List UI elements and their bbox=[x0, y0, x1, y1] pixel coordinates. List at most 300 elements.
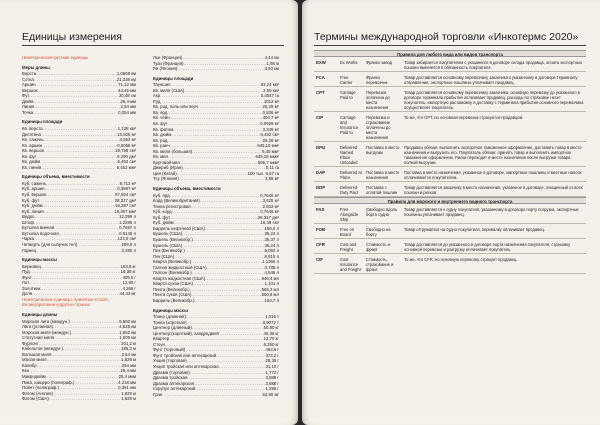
term-description: Товар доставляется основному перевозчику заказчика, основную перевозку до указанного в договоре терминала прибытия оплачивает продавец, расходы по страховке несет покупатель, импортную растаможку и доставку с терминала прибытия основного перевозчика осуществляет покупатель. bbox=[404, 90, 584, 110]
term-english: Cost and Freight bbox=[340, 242, 357, 252]
unit-row bbox=[22, 396, 136, 402]
unit-value: 16,38 кг bbox=[120, 269, 136, 275]
unit-name: Лот bbox=[22, 280, 30, 286]
unit-name: Фунт (торговый) bbox=[153, 347, 186, 353]
dot-leader bbox=[162, 392, 262, 398]
unit-value: 2,54 мм bbox=[120, 104, 136, 110]
unit-name: Лига (уставная) bbox=[22, 324, 54, 330]
term-description: Товар забирается покупателем с указанного в договоре склада продавца, оплата экспортных пошлин вменяется в обязанность покупателя. bbox=[404, 60, 583, 70]
unit-name: Кв. чейн bbox=[153, 115, 170, 121]
unit-value: 28,317 дм³ bbox=[114, 197, 136, 203]
unit-value: 0,7646 м³ bbox=[260, 209, 279, 215]
unit-name: Куб. сажень bbox=[22, 180, 46, 186]
unit-name: Доля bbox=[22, 291, 33, 297]
term-description: То же, что CPT, но основная перевозка страхуется продавцом. bbox=[404, 115, 524, 120]
unit-value: 25,4 мкм bbox=[118, 373, 136, 379]
unit-value: 6,452 см² bbox=[117, 159, 136, 165]
incoterm-row bbox=[314, 182, 586, 197]
term-code: CFR bbox=[316, 242, 325, 247]
right-page-title: Термины международной торговли «Инкотермс 2020» bbox=[314, 31, 586, 46]
unit-value: 50,80 кг bbox=[263, 325, 279, 331]
unit-value: 0,5058 м² bbox=[117, 142, 136, 148]
unit-value: 645,16 мм² bbox=[257, 143, 279, 149]
dot-leader bbox=[36, 248, 121, 254]
unit-name: Баррель нефтяной (США) bbox=[153, 225, 205, 231]
term-english: Ex Works bbox=[340, 60, 358, 65]
unit-name: Тонна (короткая) bbox=[153, 319, 187, 325]
unit-value: 12,70 кг bbox=[263, 336, 279, 342]
unit-value: 0,836 м² bbox=[262, 109, 279, 115]
unit-value: 1,95 м bbox=[266, 60, 279, 66]
left-page-title: Единицы измерения bbox=[22, 31, 284, 46]
unit-value: 6,452 см² bbox=[260, 132, 279, 138]
unit-value: 4,266 г bbox=[122, 285, 136, 291]
unit-name: Точка bbox=[22, 109, 34, 115]
unit-value: 28,317 дм³ bbox=[257, 214, 279, 220]
unit-value: 1,016 т bbox=[265, 314, 279, 320]
unit-name: Бушель (Великобр.) bbox=[153, 236, 193, 242]
unit-row bbox=[153, 176, 279, 182]
dot-leader bbox=[33, 110, 118, 116]
unit-name: Туаз (Франция) bbox=[153, 60, 184, 66]
unit-value: 373,2 г bbox=[265, 352, 279, 358]
unit-value: 0,6149 л bbox=[119, 230, 136, 236]
unit-name: Тауншип bbox=[153, 82, 171, 88]
unit-value: 1,852 км bbox=[119, 329, 136, 335]
term-code: EXW bbox=[316, 60, 326, 65]
unit-name: Дюйм bbox=[22, 98, 34, 104]
unit-name: Фурлонг bbox=[22, 340, 39, 346]
unit-value: 0,351 мм bbox=[118, 385, 136, 391]
unit-value: 36,37 л bbox=[264, 236, 279, 242]
unit-value: 9,092 л bbox=[264, 248, 279, 254]
term-description: Поставка в место назначения, указанное в договоре, импортные пошлины и местные налоги оплачиваются покупателем. bbox=[404, 170, 582, 180]
unit-name: Кв. миля (большая) bbox=[153, 148, 193, 154]
term-english: Delivered Duty Paid bbox=[340, 185, 358, 195]
unit-name: Куб. вершок bbox=[22, 192, 47, 198]
unit-name: Центнер (длинный) bbox=[153, 325, 192, 331]
units-column-2 bbox=[153, 55, 279, 397]
unit-name: Кв. верста bbox=[22, 126, 43, 132]
any-transport-rows bbox=[314, 57, 586, 197]
subsection-heading: Неметрические русские единицы bbox=[22, 55, 89, 60]
term-description: Товар доставляется заказчику в место назначения, указанное в договоре, очищенный от всех пошлин и рисков. bbox=[404, 185, 583, 195]
incoterm-row bbox=[314, 167, 586, 182]
subsection-heading: Неметрические единицы, принятые в США, Великобритании и других странах bbox=[22, 296, 110, 308]
unit-value: 0,7687 л bbox=[119, 225, 136, 231]
term-english: Free Alongside Ship bbox=[340, 207, 358, 222]
unit-name: Золотник bbox=[22, 285, 41, 291]
unit-value: 0,11 га bbox=[265, 165, 279, 171]
term-description: Товар отгружается на судно покупателя, перевалку оплачивает продавец. bbox=[404, 227, 546, 232]
term-description: То же, что CFR, но основную перевозку страхует продавец. bbox=[404, 257, 518, 262]
term-russian: Франко завод bbox=[366, 60, 393, 65]
incoterm-row bbox=[314, 142, 586, 167]
unit-name: Фут bbox=[22, 93, 30, 99]
dot-leader bbox=[177, 66, 264, 72]
unit-row bbox=[153, 298, 279, 304]
unit-name: Фатом (Англия) bbox=[22, 390, 53, 396]
unit-name: Кв. дюйм bbox=[22, 159, 41, 165]
unit-value: 3,99 м² bbox=[265, 176, 279, 182]
term-english: Free Carrier bbox=[340, 75, 353, 85]
unit-value: 254 мм bbox=[121, 362, 136, 368]
group-heading: Единицы объема, вместимости bbox=[22, 174, 90, 180]
unit-value: 163,8 кг bbox=[120, 263, 136, 269]
term-english: Delivered at Place bbox=[340, 170, 362, 180]
unit-name: Кв. миля (США) bbox=[153, 87, 185, 93]
unit-name: Круговой мил bbox=[153, 159, 180, 165]
unit-value: 44,45 мм bbox=[118, 87, 136, 93]
unit-value: 1,829 м bbox=[121, 357, 136, 363]
unit-value: 87,824 см³ bbox=[115, 192, 136, 198]
term-code: CPT bbox=[316, 90, 325, 95]
unit-name: Куб. линия bbox=[22, 208, 44, 214]
term-code: CIF bbox=[316, 257, 323, 262]
unit-value: 5,560 км bbox=[119, 318, 136, 324]
unit-value: 25,29 м² bbox=[262, 137, 279, 143]
sea-transport-rows bbox=[314, 204, 586, 274]
unit-value: 3,888 г bbox=[265, 375, 279, 381]
unit-value: 404,7 м² bbox=[262, 115, 279, 121]
incoterm-row bbox=[314, 87, 586, 112]
unit-name: Пек (Великобр.) bbox=[153, 248, 185, 254]
term-code: FAS bbox=[316, 207, 325, 212]
incoterms-table bbox=[314, 50, 586, 274]
unit-value: 1,138 км² bbox=[117, 126, 136, 132]
unit-value: 1,609 км bbox=[119, 335, 136, 341]
unit-value: 4,546 л bbox=[264, 270, 279, 276]
unit-value: 506,7 мкм² bbox=[257, 159, 279, 165]
incoterm-row bbox=[314, 239, 586, 254]
unit-name: Кварта жидкостная (США) bbox=[153, 275, 206, 281]
unit-value: 3,888 г bbox=[265, 380, 279, 386]
unit-name: Линия bbox=[22, 104, 35, 110]
unit-name: Джериб (Иран) bbox=[153, 165, 183, 171]
unit-name: Кв. линия bbox=[22, 164, 42, 170]
unit-name: Верста bbox=[22, 71, 37, 77]
right-page bbox=[302, 0, 600, 425]
unit-name: Кв. аршин bbox=[22, 142, 43, 148]
unit-value: 45,36 кг bbox=[263, 330, 279, 336]
unit-name: Кв. мил bbox=[153, 154, 169, 160]
unit-name: Руд bbox=[153, 98, 161, 104]
unit-name: Унция тройская или аптекарская bbox=[153, 363, 219, 369]
unit-value: 3,785 л bbox=[264, 264, 279, 270]
unit-value: 201,2 м bbox=[121, 340, 136, 346]
unit-value: 35,24 л bbox=[264, 231, 279, 237]
unit-name: Корд (Великобритания) bbox=[153, 198, 200, 204]
term-description: Продавец обязан: выполнить экспортное таможенное оформление, доставить товар в место назначения и выгрузить его. Покупатель обязан: принять товар и выполнить импортное таможенное оформление. Риски переходят в месте назначения после выгрузки товара полной выгрузки. bbox=[404, 145, 582, 165]
unit-value: 10,925 м² bbox=[117, 131, 136, 137]
unit-row bbox=[22, 248, 136, 254]
unit-name: Кв. сажень bbox=[22, 137, 44, 143]
unit-value: 0,9072 т bbox=[262, 319, 279, 325]
unit-name: Малая миля bbox=[22, 357, 47, 363]
unit-name: Кв. род bbox=[153, 137, 168, 143]
dot-leader bbox=[179, 176, 265, 182]
unit-row bbox=[22, 165, 136, 171]
unit-name: Куб. дюйм bbox=[153, 220, 174, 226]
unit-value: 16,387 мм³ bbox=[114, 208, 136, 214]
unit-name: Статутная миля bbox=[22, 335, 54, 341]
unit-name: Чарка bbox=[22, 236, 35, 242]
unit-row bbox=[153, 66, 279, 72]
incoterm-row bbox=[314, 72, 586, 87]
unit-name: Фатом (США) bbox=[22, 396, 49, 402]
unit-name: Кварта (Великобр.) bbox=[153, 259, 192, 265]
unit-value: 28,35 г bbox=[265, 358, 279, 364]
unit-value: 12,80 г bbox=[122, 280, 136, 286]
unit-name: Пуд bbox=[22, 269, 30, 275]
unit-name: Драхма тройская bbox=[153, 375, 188, 381]
term-russian: Перевозка оплачена до места назначения bbox=[366, 90, 390, 110]
group-heading: Единицы объема, вместимости bbox=[153, 186, 221, 192]
unit-value: 0,254 мм bbox=[118, 109, 136, 115]
term-russian: Стоимость и фрахт bbox=[366, 242, 390, 252]
unit-value: 0,3597 м³ bbox=[117, 186, 136, 192]
term-description: Товар доставляется основному перевозчику заказчика к указанному в договоре терминалу отправления, экспортные пошлины уплачивает продавец. bbox=[404, 75, 578, 85]
unit-value: 30,48 см bbox=[118, 93, 136, 99]
unit-value: 25,29 м² bbox=[262, 104, 279, 110]
unit-row bbox=[22, 110, 136, 116]
term-russian: Перевозка и страхование оплачены до места назначения bbox=[366, 115, 391, 140]
unit-name: Драхма (торговая) bbox=[153, 369, 190, 375]
unit-value: 64,80 мг bbox=[262, 391, 279, 397]
unit-value: 25,4 мм bbox=[120, 98, 136, 104]
unit-value: 4,218 мм bbox=[118, 379, 136, 385]
unit-name: Кварта сухая (США) bbox=[153, 281, 194, 287]
term-russian: Поставка в месте назначения bbox=[366, 170, 400, 180]
unit-name: Квартер bbox=[153, 336, 170, 342]
unit-name: Тсу (Япония) bbox=[153, 176, 179, 182]
unit-name: Ри (Япония) bbox=[153, 66, 178, 72]
unit-value: 21,336 км bbox=[116, 76, 136, 82]
unit-value: 16,387 см³ bbox=[115, 203, 136, 209]
unit-name: Драхма аптекарская bbox=[153, 380, 194, 386]
unit-name: Фунт тройский или аптекарский bbox=[153, 352, 217, 358]
unit-value: 19,758 см² bbox=[115, 148, 136, 154]
unit-name: Куб. фут bbox=[153, 214, 171, 220]
term-code: DPU bbox=[316, 145, 326, 150]
group-heading: Меры длины bbox=[22, 64, 50, 70]
incoterm-row bbox=[314, 57, 586, 72]
unit-name: Фунт bbox=[22, 274, 32, 280]
term-english: Delivered Named Place Unloaded bbox=[340, 145, 358, 165]
unit-value: 163,7 л bbox=[264, 297, 279, 303]
unit-value: 185,2 м bbox=[121, 346, 136, 352]
unit-name: Галлон (Великобр.) bbox=[153, 270, 192, 276]
term-english: Carriage Paid to bbox=[340, 90, 356, 100]
unit-value: 159,0 л bbox=[264, 225, 279, 231]
unit-value: 2,59 км² bbox=[263, 87, 279, 93]
unit-value: 3,625 м³ bbox=[262, 198, 279, 204]
group-heading: Единицы площади bbox=[22, 119, 63, 125]
term-description: Товар доставляется к судну покупателя, указанному в договоре порту погрузки, экспортные пошлины уплачивает продавец. bbox=[404, 207, 579, 217]
unit-name: Куб. дюйм bbox=[22, 203, 43, 209]
unit-row bbox=[153, 392, 279, 398]
unit-value: 100 тыс. 6,67 га bbox=[247, 170, 279, 176]
unit-value: 25,4 мм bbox=[120, 368, 136, 374]
term-english: Carriage and Insurance Paid to bbox=[340, 115, 358, 135]
unit-name: Сотка bbox=[22, 76, 34, 82]
unit-name: Кв. вершок bbox=[22, 148, 44, 154]
unit-name: Пинта (Великобр.) bbox=[153, 286, 190, 292]
unit-name: Куб. ярд bbox=[153, 192, 170, 198]
unit-name: Стоун bbox=[153, 341, 165, 347]
unit-value: 71,12 мм bbox=[118, 82, 136, 88]
unit-value: 1,296 г bbox=[265, 386, 279, 392]
unit-value: 44,43 мг bbox=[119, 291, 136, 297]
term-russian: Франко перевозчик bbox=[366, 75, 388, 85]
unit-value: 1,772 г bbox=[265, 369, 279, 375]
unit-value: 8,810 л bbox=[264, 253, 279, 259]
unit-name: Кабельтов (междун.) bbox=[22, 346, 64, 352]
unit-name: Кв. фатом bbox=[153, 126, 174, 132]
unit-name: Центнер (короткий), хандредвейт bbox=[153, 330, 220, 336]
term-russian: Стоимость, страхование и фрахт bbox=[366, 257, 394, 272]
unit-value: 9,713 м³ bbox=[119, 180, 136, 186]
unit-name: Микродюйм bbox=[22, 373, 46, 379]
unit-value: 645,16 мкм² bbox=[255, 154, 279, 160]
unit-name: Кен bbox=[22, 368, 30, 374]
term-russian: Поставка в место выгрузки bbox=[366, 145, 400, 155]
unit-name: Бутылка винная bbox=[22, 225, 55, 231]
unit-value: 0,7646 м³ bbox=[260, 192, 279, 198]
unit-value: 6,452 мм² bbox=[116, 164, 136, 170]
unit-value: 35,24 л bbox=[264, 242, 279, 248]
unit-name: Кв. ранч bbox=[153, 143, 170, 149]
unit-value: 9,290 дм² bbox=[117, 153, 136, 159]
unit-name: Берковец bbox=[22, 263, 42, 269]
unit-value: 2,832 м³ bbox=[262, 203, 279, 209]
unit-name: Тонна (длинная) bbox=[153, 314, 186, 320]
unit-value: 568,3 мл bbox=[261, 286, 279, 292]
unit-name: Кв. ярд bbox=[153, 109, 168, 115]
unit-name: Бутылка водочная bbox=[22, 230, 59, 236]
unit-value: 0,4047 га bbox=[260, 93, 279, 99]
unit-value: 4,828 км bbox=[119, 324, 136, 330]
unit-value: 12,299 л bbox=[119, 214, 136, 220]
unit-name: Куб. корд bbox=[153, 209, 172, 215]
incoterm-row bbox=[314, 224, 586, 239]
unit-value: 550,6 мл bbox=[261, 292, 279, 298]
unit-name: Унция (торговая) bbox=[153, 358, 187, 364]
unit-value: 453,6 г bbox=[265, 347, 279, 353]
section-header-any-transport: Правила для любого вида или видов транспорта bbox=[314, 50, 586, 57]
group-heading: Единицы массы bbox=[153, 307, 188, 313]
unit-value: 1,829 м bbox=[121, 390, 136, 396]
unit-name: Ведро bbox=[22, 214, 35, 220]
unit-name: Галлон жидкостный (США) bbox=[153, 264, 207, 270]
left-page bbox=[0, 0, 298, 425]
unit-value: 93,24 км² bbox=[260, 82, 279, 88]
unit-value: 6,350 кг bbox=[263, 341, 279, 347]
incoterm-row bbox=[314, 204, 586, 224]
unit-value: 1,829 м bbox=[121, 396, 136, 402]
unit-value: 123,0 см³ bbox=[117, 236, 136, 242]
unit-name: Четверть (для сыпучих тел) bbox=[22, 241, 78, 247]
unit-value: 1,1365 л bbox=[262, 259, 279, 265]
unit-value: 409,5 г bbox=[122, 274, 136, 280]
unit-value: 3,345 м² bbox=[262, 126, 279, 132]
unit-name: Кв. род, поль или перч bbox=[153, 104, 199, 110]
incoterm-row bbox=[314, 254, 586, 274]
unit-name: Лье (Франция) bbox=[153, 55, 183, 60]
unit-name: Бушель (США) bbox=[153, 231, 183, 237]
unit-name: Тонна регистровая bbox=[153, 203, 191, 209]
term-english: Cost Insurance and Freight bbox=[340, 257, 361, 272]
unit-value: 6,45 мм² bbox=[262, 148, 279, 154]
term-russian: Свободно на борту bbox=[366, 227, 391, 237]
unit-value: 1012 м² bbox=[263, 98, 279, 104]
unit-value: 3,280 л bbox=[121, 247, 136, 253]
dot-leader bbox=[194, 298, 264, 304]
unit-value: 4,552 м² bbox=[119, 137, 136, 143]
unit-value: 3,93 км bbox=[264, 66, 279, 72]
unit-name: Бушель (США) bbox=[153, 242, 183, 248]
incoterm-row bbox=[314, 112, 586, 142]
unit-value: 1,101 л bbox=[264, 281, 279, 287]
section-header-sea-transport: Правила для морского и внутреннего водного транспорта bbox=[314, 197, 586, 204]
unit-value: 4,44 км bbox=[264, 55, 279, 60]
unit-name: Кв. фут bbox=[153, 121, 168, 127]
unit-value: 1,0668 км bbox=[116, 71, 136, 77]
unit-name: Аршин bbox=[22, 82, 36, 88]
group-heading: Единицы площади bbox=[153, 75, 194, 81]
term-description: Товар доставляется до указанного в договоре порта назначения покупателя, страховку основной перевозки и разгрузку оплачивает покупатель. bbox=[404, 242, 571, 252]
unit-name: Цин (Китай) bbox=[153, 170, 177, 176]
term-code: DDP bbox=[316, 185, 326, 190]
unit-name: Гарнец bbox=[22, 247, 37, 253]
term-english: Free on Board bbox=[340, 227, 355, 237]
unit-name: Куб. аршин bbox=[22, 186, 45, 192]
unit-name: Баррель (Великобр.) bbox=[153, 297, 195, 303]
unit-name: Морская лига (междун.) bbox=[22, 318, 70, 324]
dot-leader bbox=[41, 165, 117, 171]
unit-name: Вершок bbox=[22, 87, 38, 93]
unit-value: 31,10 г bbox=[265, 363, 279, 369]
unit-value: 946,4 мл bbox=[261, 275, 279, 281]
unit-name: Морская миля (междун.) bbox=[22, 329, 72, 335]
unit-name: Кв. фут bbox=[22, 153, 37, 159]
unit-name: Гран bbox=[153, 391, 163, 397]
unit-value: 1,2299 л bbox=[119, 219, 136, 225]
term-code: FOB bbox=[316, 227, 326, 232]
term-code: FCA bbox=[316, 75, 325, 80]
unit-name: Пек (США) bbox=[153, 253, 175, 259]
unit-name: Калибр bbox=[22, 362, 37, 368]
unit-name: Пинта сухая (США) bbox=[153, 292, 192, 298]
unit-name: Кв. дюйм bbox=[153, 132, 172, 138]
group-heading: Единицы массы bbox=[22, 257, 57, 263]
unit-name: Штоф bbox=[22, 219, 34, 225]
unit-name: Куб. фут bbox=[22, 197, 40, 203]
unit-value: 209,9 л bbox=[121, 241, 136, 247]
unit-value: 2,54 км bbox=[121, 351, 136, 357]
term-russian: Свободно вдоль борта судна bbox=[366, 207, 398, 217]
term-code: DAP bbox=[316, 170, 326, 175]
units-column-1 bbox=[22, 55, 136, 402]
group-heading: Единицы длины bbox=[22, 311, 58, 317]
unit-name: Скрупул аптекарский bbox=[153, 386, 196, 392]
dot-leader bbox=[49, 396, 121, 402]
unit-name: Пика, шицеро (полиграф.) bbox=[22, 379, 75, 385]
unit-name: Вольшая миля bbox=[22, 351, 52, 357]
unit-value: 16,39 см³ bbox=[260, 220, 279, 226]
term-code: CIP bbox=[316, 115, 324, 120]
term-russian: Поставка с оплатой пошлин bbox=[366, 185, 398, 195]
